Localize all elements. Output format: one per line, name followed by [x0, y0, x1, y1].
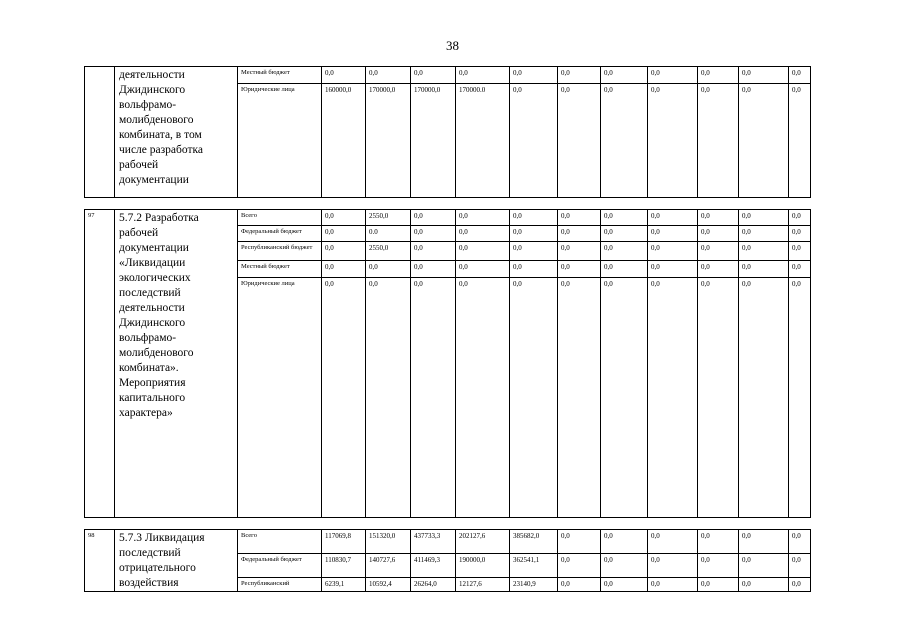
amount-cell: 0,0	[601, 226, 648, 242]
amount-cell: 0,0	[558, 242, 601, 261]
amount-cell: 0,0	[510, 210, 558, 226]
amount-cell: 0,0	[739, 84, 789, 198]
amount-cell: 140727,6	[366, 554, 411, 577]
amount-cell: 0,0	[698, 554, 739, 577]
row-index	[85, 67, 115, 198]
amount-cell: 0,0	[601, 278, 648, 518]
funding-source: Всего	[238, 530, 322, 554]
amount-cell: 190000,0	[456, 554, 510, 577]
amount-cell: 0,0	[366, 67, 411, 84]
amount-cell: 0,0	[698, 67, 739, 84]
amount-cell: 0,0	[411, 242, 456, 261]
amount-cell: 0,0	[456, 261, 510, 278]
amount-cell: 0,0	[789, 577, 811, 591]
amount-cell: 0,0	[366, 278, 411, 518]
amount-cell: 0,0	[558, 226, 601, 242]
amount-cell: 0,0	[558, 554, 601, 577]
amount-cell: 0,0	[366, 261, 411, 278]
amount-cell: 0,0	[601, 67, 648, 84]
amount-cell: 0,0	[510, 84, 558, 198]
page-number: 38	[446, 38, 459, 53]
amount-cell: 0,0	[411, 67, 456, 84]
amount-cell: 160000,0	[322, 84, 366, 198]
amount-cell: 0,0	[698, 226, 739, 242]
funding-source: Местный бюджет	[238, 261, 322, 278]
amount-cell: 0,0	[456, 226, 510, 242]
activity-name: 5.7.3 Ликвидация последствий отрицательного воздействия	[115, 530, 238, 592]
amount-cell: 0,0	[648, 210, 698, 226]
amount-cell: 0,0	[789, 261, 811, 278]
amount-cell: 151320,0	[366, 530, 411, 554]
amount-cell: 0,0	[510, 242, 558, 261]
group-gap	[85, 198, 811, 210]
amount-cell: 0,0	[558, 84, 601, 198]
amount-cell: 2550,0	[366, 242, 411, 261]
funding-source: Федеральный бюджет	[238, 554, 322, 577]
amount-cell: 0,0	[739, 530, 789, 554]
amount-cell: 0,0	[698, 261, 739, 278]
funding-source: Республиканский	[238, 577, 322, 591]
amount-cell: 0,0	[739, 278, 789, 518]
amount-cell: 0,0	[648, 67, 698, 84]
amount-cell: 0,0	[322, 242, 366, 261]
amount-cell: 0,0	[648, 261, 698, 278]
amount-cell: 0,0	[739, 261, 789, 278]
amount-cell: 0,0	[698, 242, 739, 261]
amount-cell: 0,0	[739, 242, 789, 261]
amount-cell: 0,0	[739, 554, 789, 577]
amount-cell: 0,0	[558, 577, 601, 591]
amount-cell: 0,0	[322, 261, 366, 278]
amount-cell: 362541,1	[510, 554, 558, 577]
amount-cell: 0,0	[739, 226, 789, 242]
amount-cell: 0,0	[558, 278, 601, 518]
amount-cell: 0,0	[456, 278, 510, 518]
amount-cell: 0,0	[698, 278, 739, 518]
amount-cell: 0,0	[698, 84, 739, 198]
amount-cell: 0,0	[789, 554, 811, 577]
activity-name: деятельности Джидинского вольфрамо- молибденового комбината, в том числе разработка рабочей документации	[115, 67, 238, 198]
amount-cell: 0,0	[456, 67, 510, 84]
amount-cell: 0,0	[411, 261, 456, 278]
table-row	[85, 67, 811, 84]
amount-cell: 0.0	[366, 226, 411, 242]
group-gap	[85, 518, 811, 530]
amount-cell: 170000.0	[456, 84, 510, 198]
funding-source: Юридические лица	[238, 278, 322, 518]
amount-cell: 26264,0	[411, 577, 456, 591]
amount-cell: 0,0	[510, 226, 558, 242]
amount-cell: 0,0	[558, 530, 601, 554]
amount-cell: 0,0	[789, 67, 811, 84]
table-row	[85, 210, 811, 226]
amount-cell: 0,0	[510, 261, 558, 278]
amount-cell: 0,0	[789, 278, 811, 518]
amount-cell: 0,0	[648, 226, 698, 242]
amount-cell: 0,0	[698, 210, 739, 226]
table-row	[85, 530, 811, 554]
amount-cell: 0,0	[789, 530, 811, 554]
amount-cell: 23140,9	[510, 577, 558, 591]
amount-cell: 0,0	[322, 278, 366, 518]
amount-cell: 202127,6	[456, 530, 510, 554]
amount-cell: 385682,0	[510, 530, 558, 554]
amount-cell: 0,0	[739, 67, 789, 84]
row-index: 97	[85, 210, 115, 518]
funding-source: Всего	[238, 210, 322, 226]
amount-cell: 0,0	[648, 278, 698, 518]
amount-cell: 0,0	[558, 67, 601, 84]
amount-cell: 0,0	[698, 530, 739, 554]
amount-cell: 12127,6	[456, 577, 510, 591]
amount-cell: 6239,1	[322, 577, 366, 591]
amount-cell: 0,0	[648, 242, 698, 261]
funding-source: Местный бюджет	[238, 67, 322, 84]
activity-name: 5.7.2 Разработка рабочей документации «Ликвидации экологических последствий деятельности Джидинского вольфрамо- молибденового комбината». Мероприятия капитального характера»	[115, 210, 238, 518]
amount-cell: 0,0	[698, 577, 739, 591]
amount-cell: 0,0	[456, 242, 510, 261]
amount-cell: 0,0	[601, 554, 648, 577]
amount-cell: 0,0	[739, 577, 789, 591]
budget-table	[84, 66, 811, 592]
amount-cell: 0,0	[601, 530, 648, 554]
funding-source: Федеральный бюджет	[238, 226, 322, 242]
amount-cell: 0,0	[789, 226, 811, 242]
amount-cell: 0,0	[411, 210, 456, 226]
amount-cell: 0,0	[601, 261, 648, 278]
amount-cell: 170000,0	[411, 84, 456, 198]
amount-cell: 0,0	[601, 84, 648, 198]
amount-cell: 0,0	[648, 530, 698, 554]
amount-cell: 0,0	[456, 210, 510, 226]
amount-cell: 0,0	[510, 278, 558, 518]
amount-cell: 10592,4	[366, 577, 411, 591]
amount-cell: 0,0	[789, 242, 811, 261]
amount-cell: 0,0	[322, 67, 366, 84]
amount-cell: 117069,8	[322, 530, 366, 554]
funding-source: Республиканский бюджет	[238, 242, 322, 261]
amount-cell: 0,0	[322, 226, 366, 242]
amount-cell: 0,0	[648, 577, 698, 591]
amount-cell: 110830,7	[322, 554, 366, 577]
row-index: 98	[85, 530, 115, 592]
amount-cell: 0,0	[510, 67, 558, 84]
amount-cell: 0,0	[601, 577, 648, 591]
amount-cell: 411469,3	[411, 554, 456, 577]
amount-cell: 0,0	[558, 210, 601, 226]
amount-cell: 0,0	[648, 554, 698, 577]
amount-cell: 2550,0	[366, 210, 411, 226]
amount-cell: 0,0	[558, 261, 601, 278]
amount-cell: 0,0	[411, 278, 456, 518]
amount-cell: 0,0	[322, 210, 366, 226]
funding-source: Юридические лица	[238, 84, 322, 198]
amount-cell: 170000,0	[366, 84, 411, 198]
amount-cell: 0,0	[601, 210, 648, 226]
amount-cell: 0,0	[648, 84, 698, 198]
amount-cell: 0,0	[411, 226, 456, 242]
amount-cell: 0,0	[789, 210, 811, 226]
amount-cell: 0,0	[739, 210, 789, 226]
amount-cell: 0,0	[789, 84, 811, 198]
amount-cell: 437733,3	[411, 530, 456, 554]
amount-cell: 0,0	[601, 242, 648, 261]
